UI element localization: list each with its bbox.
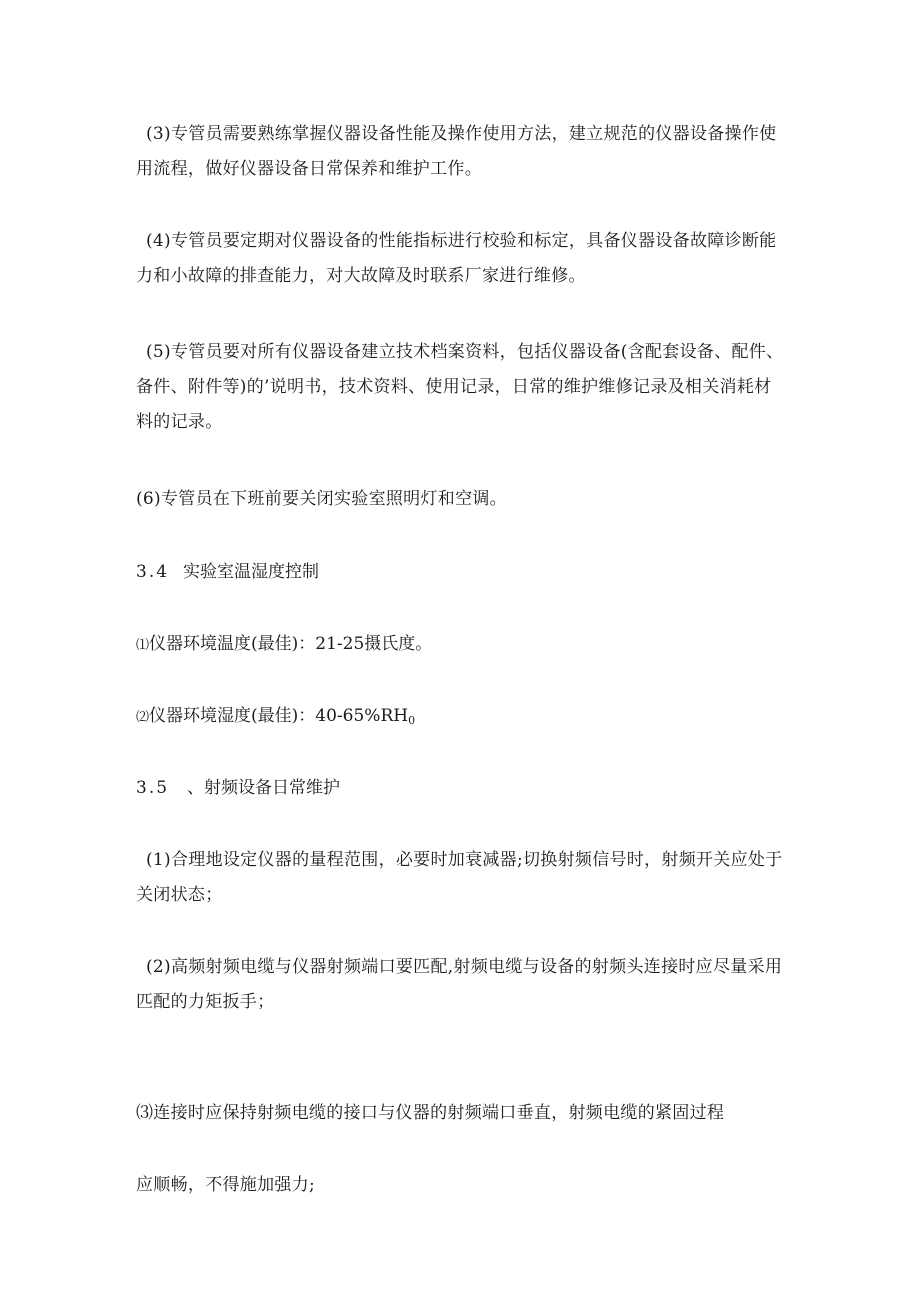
paragraph-line: 关闭状态； (136, 885, 223, 905)
paragraph-line: (4)专管员要定期对仪器设备的性能指标进行校验和标定，具备仪器设备故障诊断能 (146, 231, 777, 251)
list-item-text: 仪器环境温度(最佳)：21-25摄氏度。 (149, 634, 433, 654)
paragraph-line: ⑶连接时应保持射频电缆的接口与仪器的射频端口垂直，射频电缆的紧固过程 (136, 1103, 725, 1123)
list-marker: ⑴ (136, 638, 150, 653)
section-heading-3-5 (136, 771, 340, 806)
rf-item-2 (136, 950, 806, 1020)
paragraph-5 (136, 335, 806, 440)
subscript: 0 (408, 714, 416, 727)
list-marker: ⑵ (136, 710, 150, 725)
temperature-item (136, 627, 432, 663)
paragraph-line: (2)高频射频电缆与仪器射频端口要匹配,射频电缆与设备的射频头连接时应尽量采用 (146, 957, 783, 977)
paragraph-line: 应顺畅，不得施加强力; (136, 1175, 316, 1195)
humidity-item (136, 699, 415, 735)
section-heading-3-4 (136, 555, 319, 590)
paragraph-line: (5)专管员要对所有仪器设备建立技术档案资料，包括仪器设备(含配套设备、配件、 (146, 342, 784, 362)
paragraph-line: (3)专管员需要熟练掌握仪器设备性能及操作使用方法，建立规范的仪器设备操作使 (146, 124, 777, 144)
paragraph-line: 料的记录。 (136, 412, 223, 432)
paragraph-4 (136, 224, 806, 294)
paragraph-line: 备件、附件等)的’说明书，技术资料、使用记录，日常的维护维修记录及相关消耗材 (136, 377, 772, 397)
paragraph-6 (136, 482, 796, 517)
section-number: 3.4 (136, 562, 170, 582)
paragraph-line: 力和小故障的排查能力，对大故障及时联系厂家进行维修。 (136, 266, 586, 286)
paragraph-line: 用流程，做好仪器设备日常保养和维护工作。 (136, 159, 482, 179)
section-number: 3.5 (136, 778, 170, 798)
rf-item-3 (136, 1096, 796, 1131)
paragraph-line: (1)合理地设定仪器的量程范围，必要时加衰减器;切换射频信号时，射频开关应处于 (146, 850, 783, 870)
rf-item-3-continued (136, 1168, 796, 1203)
section-title: 实验室温湿度控制 (183, 562, 320, 582)
paragraph-line: (6)专管员在下班前要关闭实验室照明灯和空调。 (136, 489, 507, 509)
list-item-text: 仪器环境湿度(最佳)：40-65%RH (149, 706, 409, 726)
paragraph-line: 匹配的力矩扳手； (136, 992, 275, 1012)
section-title: 、射频设备日常维护 (187, 778, 341, 798)
rf-item-1 (136, 843, 806, 913)
paragraph-3 (136, 117, 806, 187)
